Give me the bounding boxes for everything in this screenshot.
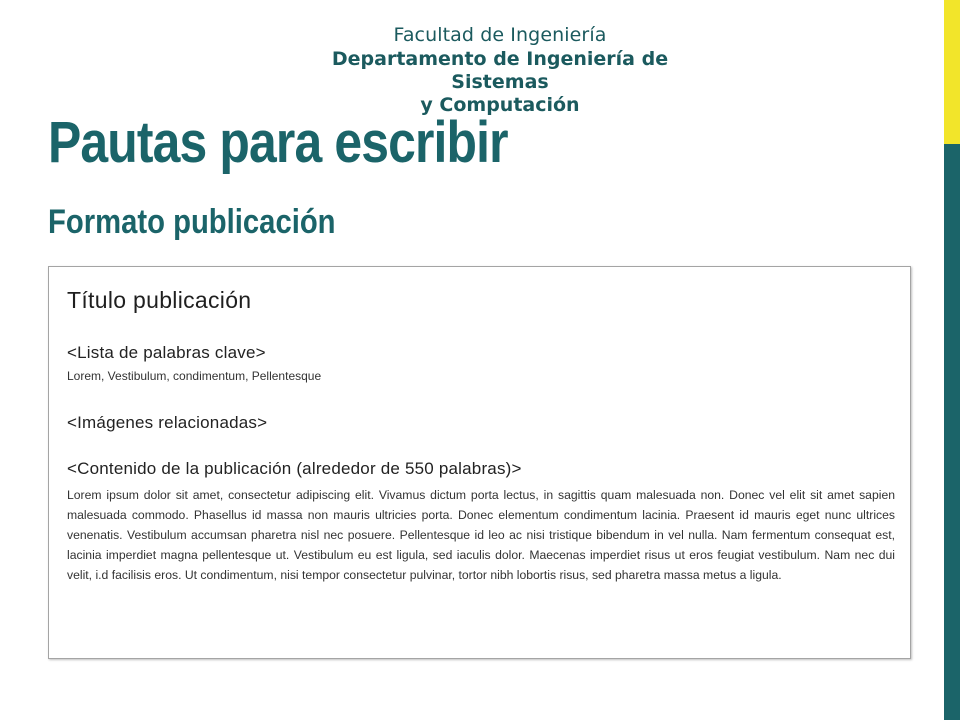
publication-template-box [48, 266, 911, 659]
keywords-text: Lorem, Vestibulum, condimentum, Pellentesque [67, 369, 322, 383]
slide-title: Pautas para escribir [48, 110, 508, 175]
publication-title: Título publicación [67, 287, 252, 313]
images-heading: <Imágenes relacionadas> [67, 413, 268, 432]
faculty-logo-text [290, 22, 710, 116]
content-body: Lorem ipsum dolor sit amet, consectetur adipiscing elit. Vivamus dictum porta lectus, in sagittis quam malesuada non. Donec vel elit sit amet sapien malesuada commodo. Phasellus id massa non mauris ultricies porta. Donec elementum condimentum lacinia. Praesent id mauris eget nunc ultrices venenatis. Vestibulum accumsan pharetra nisl nec posuere. Pellentesque id leo ac nisi tristique bibendum in vel nulla. Nam fermentum consequat est, lacinia imperdiet magna pellentesque ut. Vestibulum eu est ligula, sed iaculis dolor. Maecenas imperdiet risus ut eros feugiat vestibulum. Nam nec dui velit, i.d facilisis eros. Ut condimentum, nisi tempor consectetur pulvinar, tortor nibh lobortis risus, sed pharetra massa metus a ligula. [67, 488, 895, 582]
department-name: Departamento de Ingeniería de Sistemas [331, 48, 669, 93]
content-heading: <Contenido de la publicación (alrededor de 550 palabras)> [67, 459, 522, 478]
keywords-heading: <Lista de palabras clave> [67, 343, 266, 362]
accent-bar-teal [944, 144, 960, 720]
slide-subtitle: Formato publicación [48, 203, 336, 241]
faculty-name: Facultad de Ingeniería [393, 24, 607, 46]
department-name-line2: y Computación [420, 94, 580, 116]
accent-bar-yellow [944, 0, 960, 144]
